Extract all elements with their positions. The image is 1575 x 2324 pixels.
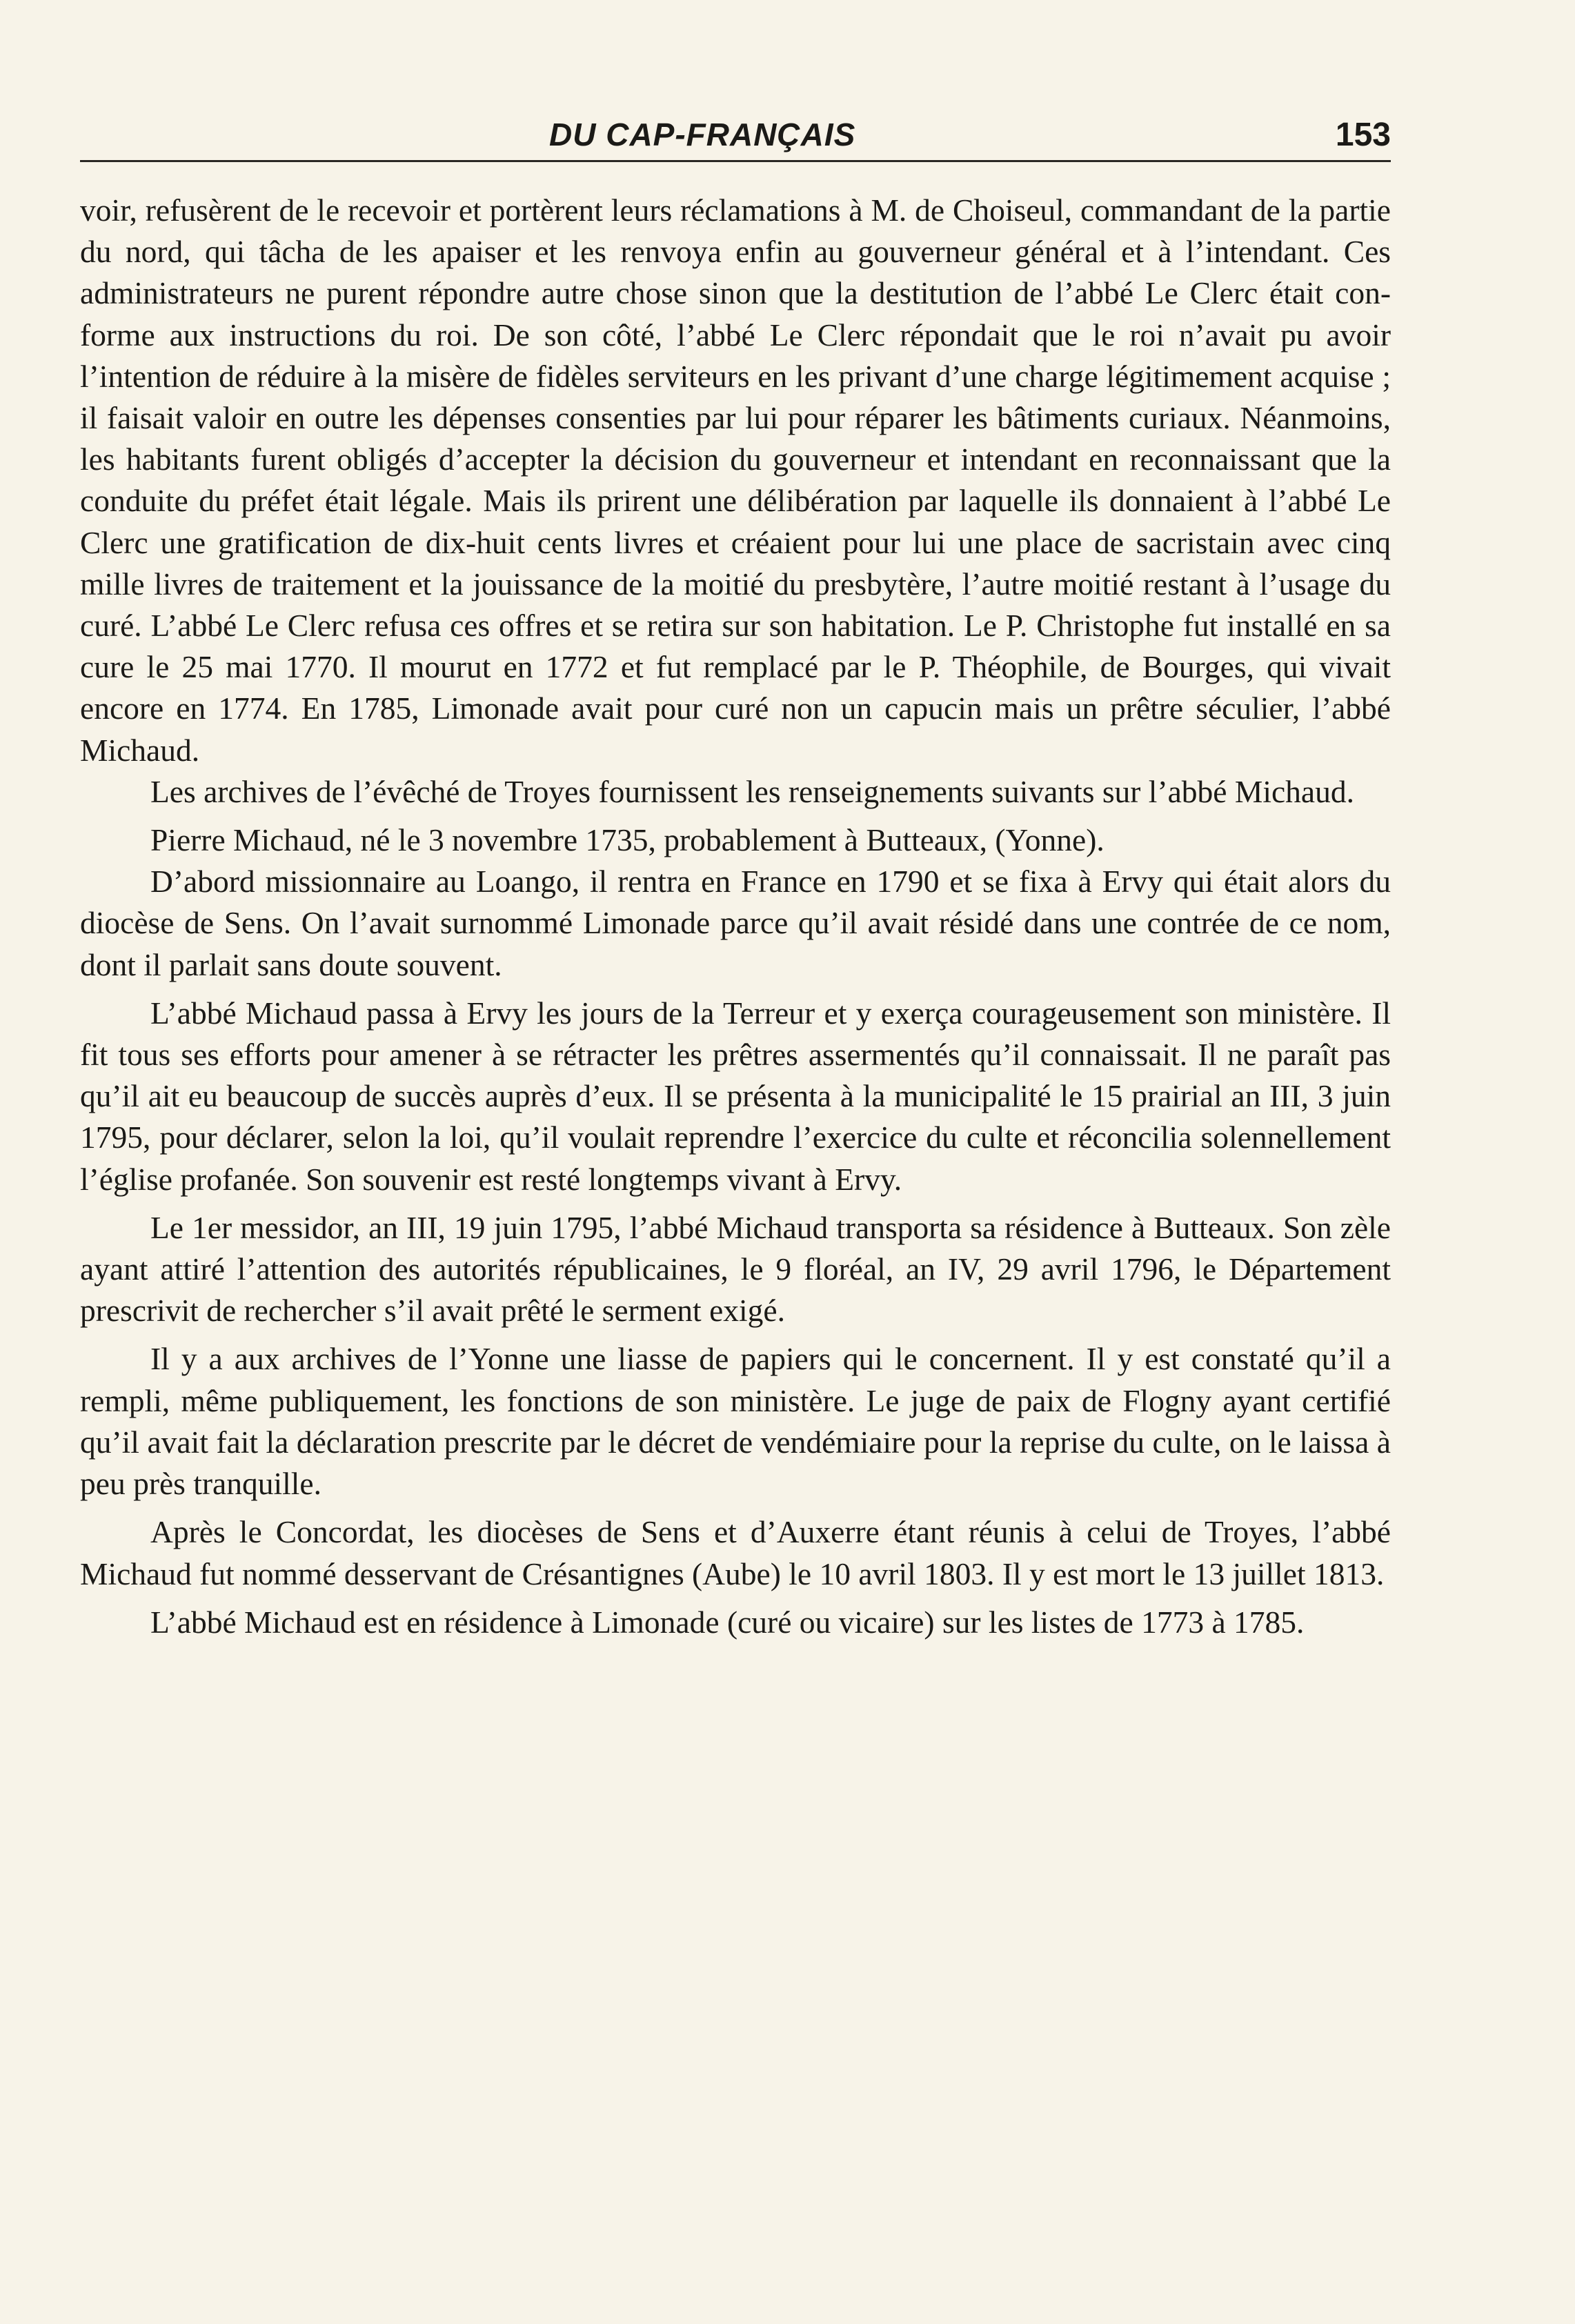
running-title: DU CAP-FRANÇAIS (549, 117, 856, 152)
paragraph: D’abord missionnaire au Loango, il rentra en France en 1790 et se fixa à Ervy qui était alors du diocèse de Sens. On l’avait surnommé Limonade parce qu’il avait résidé dans une contrée de ce nom, dont il parlait sans doute souvent. (80, 864, 1391, 982)
paragraph: Pierre Michaud, né le 3 novembre 1735, probablement à Butteaux, (Yonne). (150, 822, 1105, 858)
running-head (80, 110, 1391, 166)
paragraph: L’abbé Michaud est en résidence à Limonade (curé ou vicaire) sur les listes de 1773 à 1785. (150, 1604, 1305, 1640)
paragraph: L’abbé Michaud passa à Ervy les jours de la Terreur et y exerça courageusement son ministère. Il fit tous ses efforts pour amener à se rétracter les prêtres assermentés qu’il connaissait. Il ne paraît pas qu’il ait eu beaucoup de succès auprès d’eux. Il se présenta à la municipalité le 15 prairial an III, 3 juin 1795, pour déclarer, selon la loi, qu’il voulait reprendre l’exercice du culte et réconcilia solennellement l’église profanée. Son souvenir est resté longtemps vivant à Ervy. (80, 995, 1391, 1197)
paragraph: Le 1er messidor, an III, 19 juin 1795, l’abbé Michaud transporta sa résidence à Butteaux. Son zèle ayant attiré l’attention des autorités républicaines, le 9 floréal, an IV, 29 avril 1796, le Département prescrivit de rechercher s’il avait prêté le serment exigé. (80, 1209, 1391, 1329)
paragraph: Les archives de l’évêché de Troyes fournissent les renseignements suivants sur l’abbé Michaud. (150, 773, 1354, 809)
paragraph: Il y a aux archives de l’Yonne une liasse de papiers qui le concernent. Il y est constaté qu’il a rempli, même publiquement, les fonctions de son ministère. Le juge de paix de Flogny ayant certifié qu’il avait fait la déclaration prescrite par le décret de vendémiaire pour la reprise du culte, on le laissa à peu près tranquille. (80, 1341, 1391, 1502)
header-rule (80, 160, 1391, 162)
body-text (80, 190, 1391, 1643)
page-number: 153 (1335, 117, 1391, 153)
paragraph: Après le Concordat, les diocèses de Sens et d’Auxerre étant réunis à celui de Troyes, l’abbé Michaud fut nommé desservant de Crésantignes (Aube) le 10 avril 1803. Il y est mort le 13 juillet 1813. (80, 1514, 1391, 1591)
paragraph-continuation: voir, refusèrent de le recevoir et portèrent leurs réclamations à M. de Choiseul, commandant de la partie du nord, qui tâcha de les apaiser et les renvoya enfin au gouverneur général et à l’intendant. Ces administrateurs ne purent répondre autre chose sinon que la destitution de l’abbé Le Clerc était conforme aux instructions du roi. De son côté, l’abbé Le Clerc répondait que le roi n’avait pu avoir l’intention de réduire à la misère de fidèles serviteurs en les privant d’une charge légitimement acquise ; il faisait valoir en outre les dépenses consenties par lui pour réparer les bâtiments curiaux. Néanmoins, les habitants furent obligés d’accepter la décision du gouverneur et intendant en reconnaissant que la conduite du préfet était légale. Mais ils prirent une délibération par laquelle ils donnaient à l’abbé Le Clerc une gratification de dix-huit cents livres et créaient pour lui une place de sacristain avec cinq mille livres de traitement et la jouissance de la moitié du presbytère, l’autre moitié restant à l’usage du curé. L’abbé Le Clerc refusa ces offres et se retira sur son habitation. Le P. Christophe fut installé en sa cure le 25 mai 1770. Il mourut en 1772 et fut remplacé par le P. Théophile, de Bourges, qui vivait encore en 1774. En 1785, Limonade avait pour curé non un capucin mais un prêtre séculier, l’abbé Michaud. (80, 192, 1391, 768)
